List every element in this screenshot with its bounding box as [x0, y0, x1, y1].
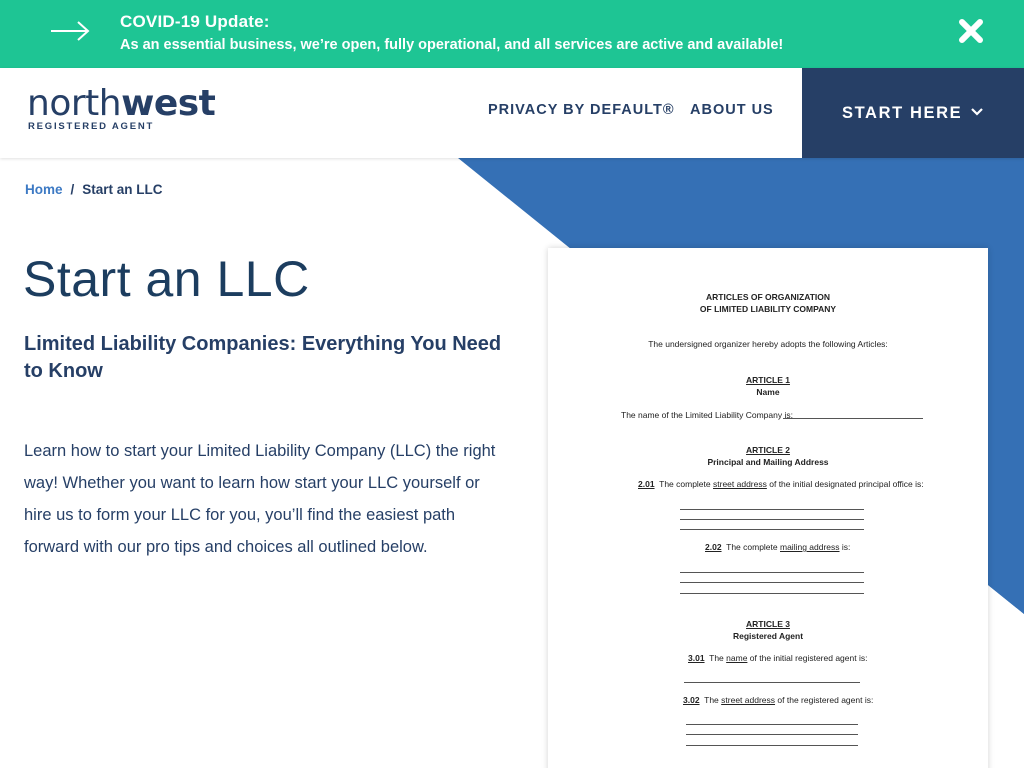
doc-3-02-post: of the registered agent is: [777, 695, 874, 705]
doc-blank-line [680, 509, 864, 510]
breadcrumb-current: Start an LLC [82, 182, 163, 197]
doc-2-01-pre: The complete [659, 479, 711, 489]
doc-2-02-pre: The complete [726, 542, 778, 552]
logo-west: west [121, 83, 216, 124]
doc-article-3-02 [683, 695, 873, 705]
logo-north: north [27, 83, 122, 124]
northwest-logo[interactable] [27, 83, 216, 138]
banner-title: COVID-19 Update: [120, 12, 270, 31]
doc-article-3-01 [688, 653, 867, 663]
page-subtitle: Limited Liability Companies: Everything You Need to Know [24, 333, 502, 382]
logo-wordmark [27, 84, 215, 124]
doc-adopts-text: The undersigned organizer hereby adopts the following Articles: [648, 339, 888, 349]
logo-subtitle: REGISTERED AGENT [28, 121, 155, 132]
doc-article-1-title: ARTICLE 1 [746, 375, 790, 385]
doc-blank-line [680, 582, 864, 583]
doc-2-02-underlined: mailing address [780, 542, 840, 552]
doc-2-02-number: 2.02 [705, 542, 722, 552]
start-here-label: START HERE [842, 104, 963, 122]
doc-article-3-name: Registered Agent [732, 631, 804, 641]
doc-2-01-post: of the initial designated principal office is: [769, 479, 924, 489]
doc-heading-2: OF LIMITED LIABILITY COMPANY [699, 304, 837, 314]
doc-3-01-underlined: name [726, 653, 748, 663]
nav-privacy-by-default[interactable]: PRIVACY BY DEFAULT® [488, 102, 675, 118]
covid-banner [0, 0, 1024, 68]
chevron-down-icon [970, 107, 984, 117]
doc-2-01-underlined: street address [713, 479, 767, 489]
breadcrumb-home-link[interactable]: Home [25, 182, 63, 197]
doc-blank-line [680, 572, 864, 573]
doc-3-01-pre: The [709, 653, 724, 663]
doc-article-3-title: ARTICLE 3 [746, 619, 790, 629]
doc-2-02-post: is: [841, 542, 851, 552]
nav-about-us[interactable]: ABOUT US [690, 102, 774, 118]
doc-article-2-01 [638, 479, 924, 489]
page-title: Start an LLC [23, 251, 310, 307]
doc-blank-line [680, 519, 864, 520]
doc-article-2-title: ARTICLE 2 [746, 445, 790, 455]
doc-article-1-name: Name [756, 387, 780, 397]
start-here-button[interactable] [802, 68, 1024, 158]
articles-of-organization-preview [548, 248, 988, 768]
doc-3-01-number: 3.01 [688, 653, 705, 663]
doc-3-01-post: of the initial registered agent is: [749, 653, 868, 663]
doc-3-02-pre: The [704, 695, 719, 705]
doc-blank-line [680, 593, 864, 594]
doc-article-1-text: The name of the Limited Liability Company is: [621, 410, 793, 420]
doc-blank-line [686, 724, 858, 725]
doc-blank-line [680, 529, 864, 530]
banner-message: As an essential business, we’re open, fully operational, and all services are active and available! [120, 37, 784, 53]
doc-2-01-number: 2.01 [638, 479, 655, 489]
doc-blank-line [686, 745, 858, 746]
doc-3-02-underlined: street address [721, 695, 776, 705]
site-header [0, 68, 1024, 158]
doc-heading-1: ARTICLES OF ORGANIZATION [705, 292, 831, 302]
breadcrumb-separator: / [70, 182, 75, 197]
doc-article-2-name: Principal and Mailing Address [707, 457, 829, 467]
doc-blank-line [686, 734, 858, 735]
doc-blank-line [783, 418, 923, 419]
intro-paragraph: Learn how to start your Limited Liability Company (LLC) the right way! Whether you want to learn how start your LLC yourself or hire us to form your LLC for you, you’ll find the easiest path forward with our pro tips and choices all outlined below. [24, 442, 496, 556]
doc-3-02-number: 3.02 [683, 695, 700, 705]
close-icon[interactable] [956, 16, 986, 46]
arrow-right-icon [50, 19, 92, 43]
doc-article-2-02 [705, 542, 850, 552]
breadcrumb [25, 182, 163, 197]
doc-blank-line [684, 682, 860, 683]
